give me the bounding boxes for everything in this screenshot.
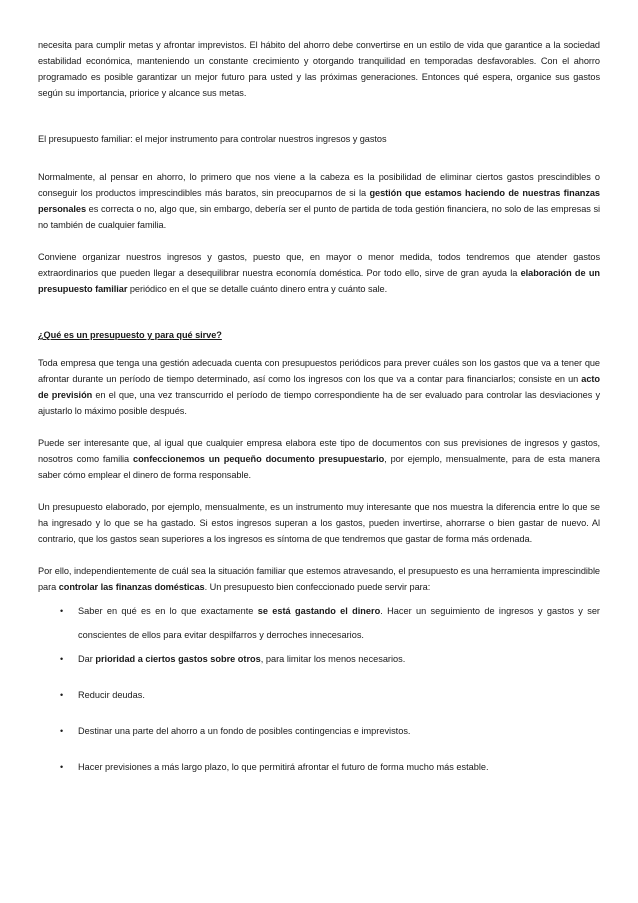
emphasis-documento-presupuestario: confeccionemos un pequeño documento presupuestario xyxy=(133,454,385,464)
emphasis-gastando-dinero: se está gastando el dinero xyxy=(257,606,381,616)
bullet-icon: • xyxy=(60,762,64,772)
emphasis-gestion-finanzas: gestión que estamos haciendo de nuestras finanzas personales xyxy=(38,188,600,214)
intro-paragraph: necesita para cumplir metas y afrontar imprevistos. El hábito del ahorro debe convertirse en un estilo de vida que garantice a la sociedad estabilidad económica, manteniendo un constante crecimiento y otorgando tranquilidad en temporadas desfavorables. Con el ahorro programado es posible garantizar un mejor futuro para usted y las próximas generaciones. Entonces qué espera, organice sus gastos según su importancia, priorice y alcance sus metas. xyxy=(38,40,600,98)
paragraph-ahorro: Normalmente, al pensar en ahorro, lo primero que nos viene a la cabeza es la posibilidad de eliminar ciertos gastos prescindibles o conseguir los productos imprescindibles más baratos, sin preocuparnos de si la gestión que estamos haciendo de nuestras finanzas personales es correcta o no, algo que, sin embargo, debería ser el punto de partida de toda gestión financiera, no solo de las empresas si no también de cualquier familia. xyxy=(38,172,600,230)
emphasis-prioridad-gastos: prioridad a ciertos gastos sobre otros xyxy=(95,654,261,664)
paragraph-herramienta: Por ello, independientemente de cuál sea la situación familiar que estemos atravesando, el presupuesto es una herramienta imprescindible para controlar las finanzas domésticas. Un presupuesto bien confeccionado puede servir para: xyxy=(38,566,600,592)
list-item: • Saber en qué es en lo que exactamente se está gastando el dinero. Hacer un seguimiento de ingresos y gastos y ser conscientes de ellos para evitar despilfarros y derroches innecesarios. xyxy=(38,599,600,647)
emphasis-elaboracion-presupuesto: elaboración de un presupuesto familiar xyxy=(38,268,600,294)
emphasis-finanzas-domesticas: controlar las finanzas domésticas xyxy=(58,582,205,592)
bullet-icon: • xyxy=(60,606,64,616)
section-heading-presupuesto-familiar: El presupuesto familiar: el mejor instrumento para controlar nuestros ingresos y gastos xyxy=(38,134,387,144)
paragraph-empresa: Toda empresa que tenga una gestión adecuada cuenta con presupuestos periódicos para prever cuáles son los gastos que va a tener que afrontar durante un período de tiempo determinado, así como los ingresos con los que va a contar para financiarlos; consiste en un acto de previsión en el que, una vez transcurrido el período de tiempo correspondiente ha de ser evaluado para controlar las desviaciones y ajustarlo lo máximo posible después. xyxy=(38,358,600,416)
list-item: • Dar prioridad a ciertos gastos sobre otros, para limitar los menos necesarios. xyxy=(38,651,600,667)
bullet-icon: • xyxy=(60,690,64,700)
benefits-list xyxy=(38,599,600,775)
paragraph-presupuesto-mensual: Un presupuesto elaborado, por ejemplo, mensualmente, es un instrumento muy interesante que nos muestra la diferencia entre lo que se ha ingresado y lo que se ha gastado. Si estos ingresos superan a los gastos, pueden invertirse, ahorrarse o bien gastar de nuevo. Al contrario, que los gastos sean superiores a los ingresos es síntoma de que tendremos que gastar de forma más ordenada. xyxy=(38,502,600,544)
section-heading-que-es-presupuesto: ¿Qué es un presupuesto y para qué sirve? xyxy=(38,330,222,340)
list-item: • Hacer previsiones a más largo plazo, lo que permitirá afrontar el futuro de forma mucho más estable. xyxy=(38,759,600,775)
list-item: • Reducir deudas. xyxy=(38,687,600,703)
bullet-icon: • xyxy=(60,654,64,664)
paragraph-organizar: Conviene organizar nuestros ingresos y gastos, puesto que, en mayor o menor medida, todos tendremos que atender gastos extraordinarios que pueden llegar a desequilibrar nuestra economía doméstica. Por todo ello, sirve de gran ayuda la elaboración de un presupuesto familiar periódico en el que se detalle cuánto dinero entra y cuánto sale. xyxy=(38,252,600,294)
bullet-icon: • xyxy=(60,726,64,736)
paragraph-familia: Puede ser interesante que, al igual que cualquier empresa elabora este tipo de documentos con sus previsiones de ingresos y gastos, nosotros como familia confeccionemos un pequeño documento presupuestario, por ejemplo, mensualmente, para de esta manera saber cómo emplear el dinero de forma responsable. xyxy=(38,438,600,480)
list-item: • Destinar una parte del ahorro a un fondo de posibles contingencias e imprevistos. xyxy=(38,723,600,739)
emphasis-acto-prevision: acto de previsión xyxy=(38,374,600,400)
